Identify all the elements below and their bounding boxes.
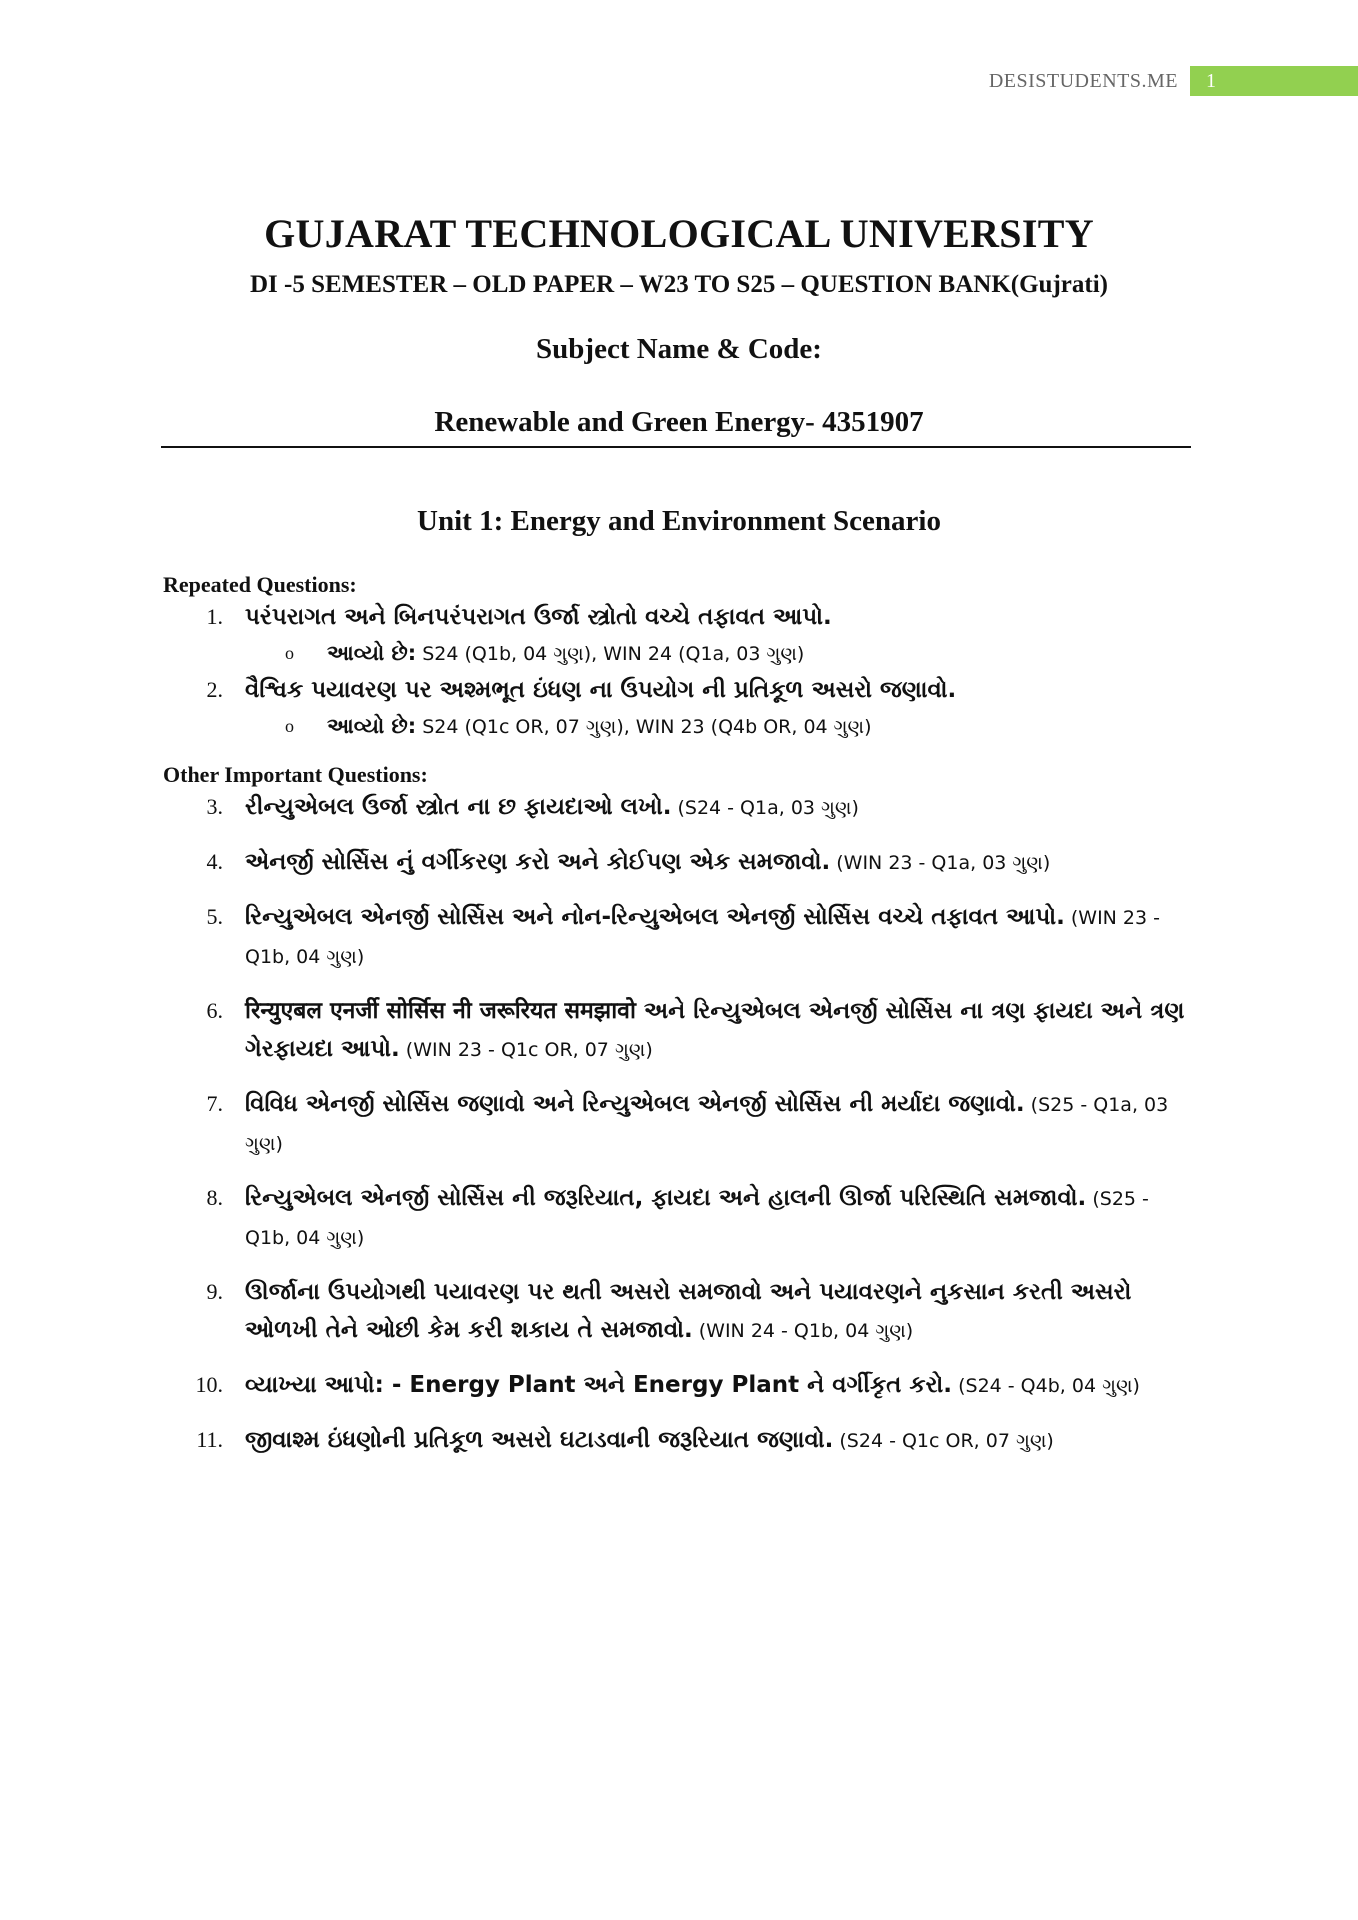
question-number: 7. bbox=[206, 1091, 223, 1116]
question-item bbox=[163, 1421, 1193, 1460]
asked-in-row bbox=[163, 636, 1193, 671]
asked-detail: S24 (Q1b, 04 ગુણ), WIN 24 (Q1a, 03 ગુણ) bbox=[416, 643, 805, 665]
question-number: 10. bbox=[195, 1372, 223, 1397]
other-questions-heading: Other Important Questions: bbox=[163, 762, 428, 787]
question-item bbox=[163, 1179, 1193, 1257]
question-number: 6. bbox=[206, 998, 223, 1023]
university-title: GUJARAT TECHNOLOGICAL UNIVERSITY bbox=[264, 211, 1094, 256]
question-item bbox=[163, 1366, 1193, 1405]
bullet-icon: o bbox=[285, 643, 294, 663]
title-divider bbox=[161, 446, 1191, 448]
subject-label: Subject Name & Code: bbox=[536, 333, 822, 365]
question-item bbox=[163, 1273, 1193, 1350]
question-number: 2. bbox=[206, 677, 223, 702]
question-text: રિન્યુએબલ એનર્જી સોર્સિસ ની જરૂરિયાત, ફાયદા અને હાલની ઊર્જા પરિસ્થિતિ સમજાવો. bbox=[245, 1185, 1087, 1211]
asked-detail: S24 (Q1c OR, 07 ગુણ), WIN 23 (Q4b OR, 04 ગુણ) bbox=[416, 716, 872, 738]
question-item bbox=[163, 671, 1193, 709]
question-item bbox=[163, 598, 1193, 636]
asked-label: આવ્યો છે: bbox=[327, 641, 417, 665]
question-text: વ્યાખ્યા આપો: - Energy Plant અને Energy Plant ને વર્ગીકૃત કરો. bbox=[245, 1372, 953, 1398]
question-number: 11. bbox=[196, 1427, 223, 1452]
question-text: વિવિધ એનર્જી સોર્સિસ જણાવો અને રિન્યુએબલ એનર્જી સોર્સિસ ની મર્યાદા જણાવો. bbox=[245, 1091, 1025, 1117]
question-number: 1. bbox=[206, 604, 223, 629]
question-number: 8. bbox=[206, 1185, 223, 1210]
question-number: 5. bbox=[206, 904, 223, 929]
bullet-icon: o bbox=[285, 716, 294, 736]
title-block bbox=[0, 210, 1358, 439]
site-name: DESISTUDENTS.ME bbox=[988, 70, 1178, 92]
document-subtitle: DI -5 SEMESTER – OLD PAPER – W23 TO S25 – QUESTION BANK(Gujrati) bbox=[250, 271, 1108, 298]
question-meta: (WIN 23 - Q1a, 03 ગુણ) bbox=[830, 852, 1051, 874]
question-meta: (WIN 23 - Q1b, 04 ગુણ) bbox=[245, 907, 1160, 968]
other-questions-section bbox=[163, 762, 1193, 1460]
question-text: પરંપરાગત અને બિનપરંપરાગત ઉર્જા સ્ત્રોતો વચ્ચે તફાવત આપો. bbox=[245, 604, 832, 630]
page-number: 1 bbox=[1206, 70, 1216, 92]
question-meta: (S25 - Q1b, 04 ગુણ) bbox=[245, 1188, 1149, 1249]
repeated-questions-heading: Repeated Questions: bbox=[163, 572, 357, 597]
question-text: ઊર્જાના ઉપયોગથી પયાવરણ પર થતી અસરો સમજાવો અને પયાવરણને નુકસાન કરતી અસરો ઓળખી તેને ઓછી કેમ કરી શકાય તે સમજાવો. bbox=[245, 1279, 1132, 1343]
question-meta: (WIN 23 - Q1c OR, 07 ગુણ) bbox=[399, 1039, 653, 1061]
repeated-questions-section bbox=[163, 572, 1193, 744]
page-number-badge bbox=[1190, 66, 1358, 96]
asked-in-row bbox=[163, 709, 1193, 744]
question-meta: (S24 - Q1a, 03 ગુણ) bbox=[671, 797, 859, 819]
question-text: એનર્જી સોર્સિસ નું વર્ગીકરણ કરો અને કોઈપણ એક સમજાવો. bbox=[245, 849, 831, 875]
question-item bbox=[163, 992, 1193, 1069]
question-text: રિન્યુએબલ એનર્જી સોર્સિસ અને નોન-રિન્યુએબલ એનર્જી સોર્સિસ વચ્ચે તફાવત આપો. bbox=[245, 904, 1065, 930]
question-text: વૈશ્વિક પયાવરણ પર અશ્મભૂત ઇંધણ ના ઉપયોગ ની પ્રતિકૂળ અસરો જણાવો. bbox=[245, 677, 957, 703]
question-item bbox=[163, 1085, 1193, 1163]
question-item bbox=[163, 898, 1193, 976]
asked-label: આવ્યો છે: bbox=[327, 714, 417, 738]
unit-title: Unit 1: Energy and Environment Scenario bbox=[417, 505, 941, 537]
question-text: જીવાશ્મ ઇંધણોની પ્રતિકૂળ અસરો ઘટાડવાની જરૂરિયાત જણાવો. bbox=[245, 1427, 834, 1453]
subject-name: Renewable and Green Energy- 4351907 bbox=[434, 406, 924, 438]
question-number: 9. bbox=[206, 1279, 223, 1304]
question-item bbox=[163, 843, 1193, 882]
question-number: 3. bbox=[206, 794, 223, 819]
question-item bbox=[163, 788, 1193, 827]
question-number: 4. bbox=[206, 849, 223, 874]
question-meta: (S24 - Q4b, 04 ગુણ) bbox=[952, 1375, 1140, 1397]
question-text: રીન્યુએબલ ઉર્જા સ્ત્રોત ના છ ફાયદાઓ લખો. bbox=[245, 794, 672, 820]
question-meta: (S24 - Q1c OR, 07 ગુણ) bbox=[833, 1430, 1054, 1452]
question-meta: (S25 - Q1a, 03 ગુણ) bbox=[245, 1094, 1169, 1155]
question-meta: (WIN 24 - Q1b, 04 ગુણ) bbox=[692, 1320, 914, 1342]
question-text: रिन्युएबल एनर्जी सोर्सिस नी जरूरियत समझावो અને રિન્યુએબલ એનર્જી સોર્સિસ ના ત્રણ ફાયદા અને ત્રણ ગેરફાયદા આપો. bbox=[245, 998, 1185, 1062]
